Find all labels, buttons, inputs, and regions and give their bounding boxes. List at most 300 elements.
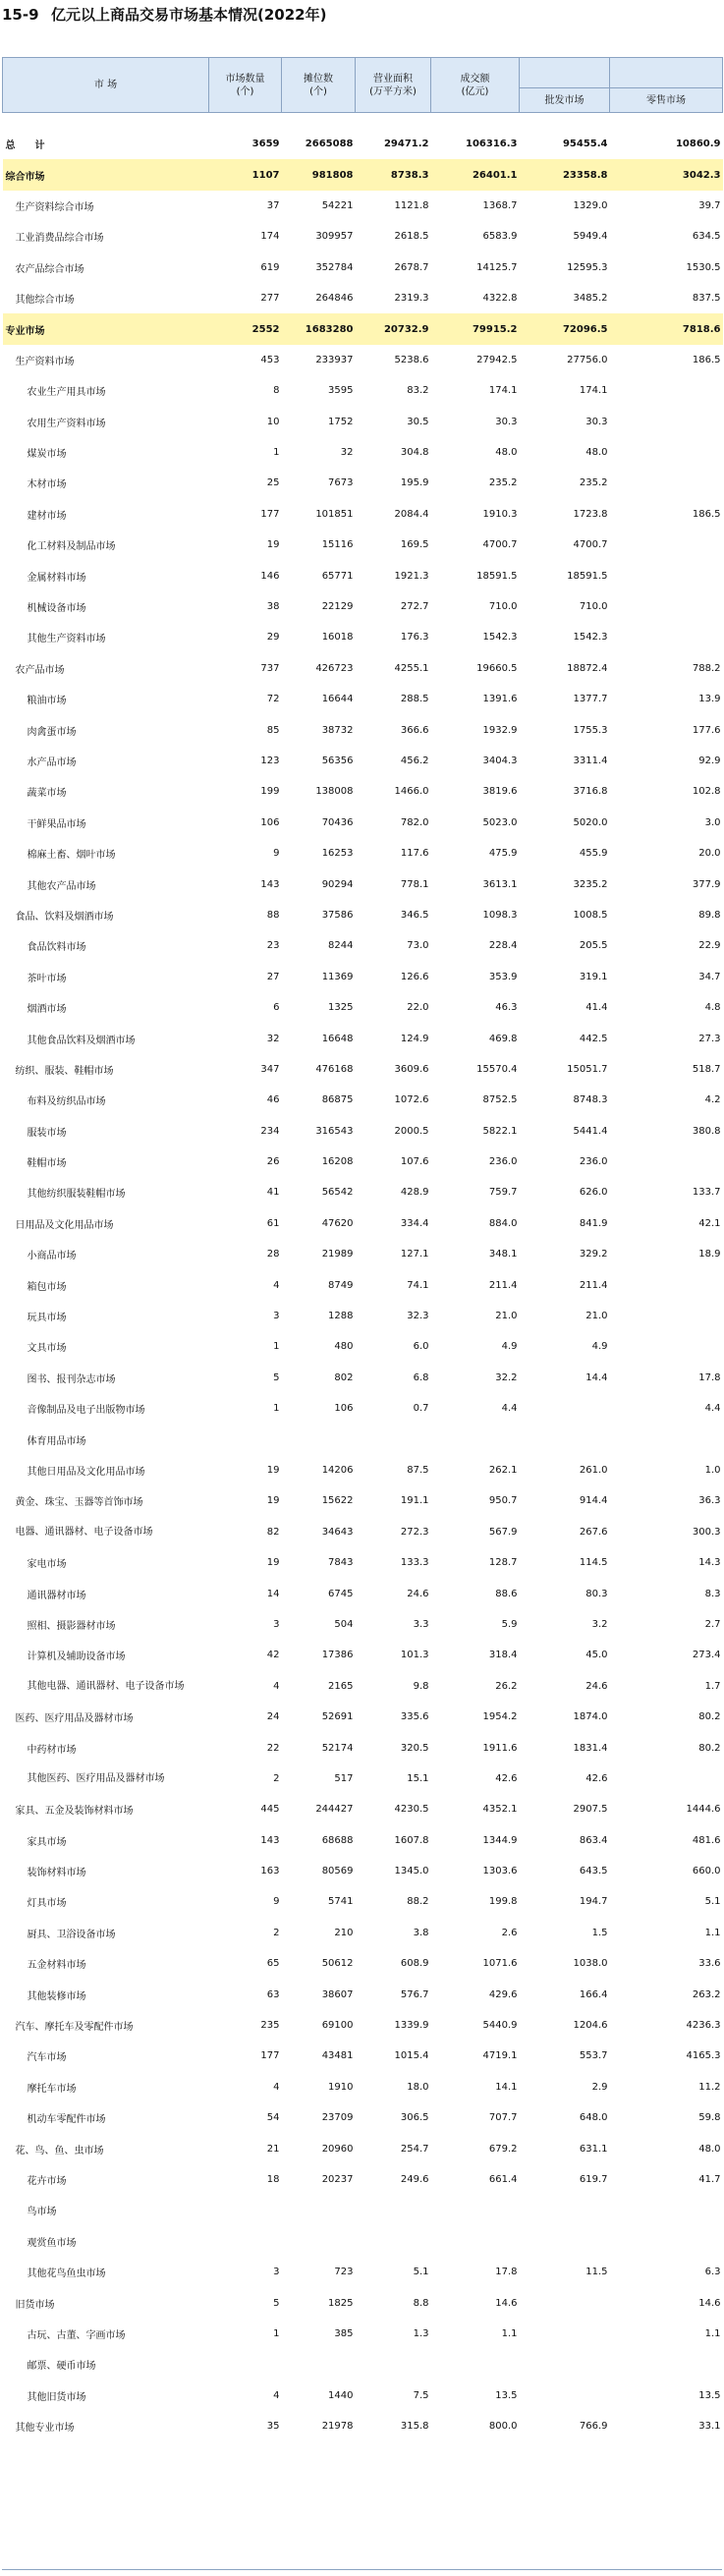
- cell-stalls: 20960: [321, 2143, 354, 2155]
- table-row: [3, 2226, 723, 2257]
- table-row: [3, 838, 723, 868]
- cell-turnover: 3613.1: [482, 878, 518, 890]
- cell-stalls: [282, 2226, 356, 2257]
- cell-count: [209, 2349, 282, 2380]
- row-label: 建材市场: [27, 510, 67, 522]
- cell-wholesale: 329.2: [579, 1249, 608, 1260]
- row-label: 化工材料及制品市场: [27, 541, 116, 553]
- header-area-label: 营业面积: [373, 73, 413, 84]
- cell-retail: 8.3: [704, 1588, 721, 1599]
- table-row: [3, 1147, 723, 1177]
- cell-turnover: 4352.1: [482, 1804, 518, 1816]
- cell-area: 1607.8: [394, 1834, 429, 1846]
- cell-turnover: 1071.6: [482, 1958, 518, 1970]
- cell-turnover: 318.4: [488, 1650, 518, 1661]
- row-label: 蔬菜市场: [27, 788, 67, 800]
- cell-area: 18.0: [407, 2081, 429, 2093]
- row-label: 肉禽蛋市场: [27, 726, 77, 738]
- cell-turnover: 661.4: [488, 2173, 518, 2185]
- cell-retail: 18.9: [698, 1249, 721, 1260]
- cell-wholesale: 194.7: [579, 1896, 608, 1908]
- cell-stalls: 517: [334, 1772, 354, 1784]
- cell-count: 4: [273, 2081, 280, 2093]
- cell-turnover: 128.7: [488, 1557, 518, 1569]
- cell-turnover: 27942.5: [476, 354, 518, 365]
- cell-retail: 837.5: [692, 293, 721, 305]
- cell-wholesale: 42.6: [585, 1772, 608, 1784]
- cell-count: 61: [266, 1217, 280, 1229]
- cell-count: 235: [260, 2020, 280, 2032]
- cell-area: 176.3: [400, 632, 429, 644]
- cell-wholesale: 261.0: [579, 1464, 608, 1476]
- cell-count: 8: [273, 385, 280, 397]
- row-label: 烟酒市场: [27, 1004, 67, 1016]
- row-label: 服装市场: [27, 1127, 67, 1139]
- table-row: [3, 283, 723, 313]
- table-row: [3, 530, 723, 560]
- header-blank-retail: [610, 58, 723, 88]
- cell-turnover: 1542.3: [482, 632, 518, 644]
- row-label: 黄金、珠宝、玉器等首饰市场: [15, 1497, 143, 1509]
- row-label: 汽车、摩托车及零配件市场: [15, 2022, 134, 2034]
- cell-stalls: 1910: [328, 2081, 354, 2093]
- cell-stalls: 80569: [321, 1866, 354, 1877]
- cell-turnover: 14125.7: [476, 261, 518, 273]
- cell-area: 191.1: [400, 1495, 429, 1507]
- row-label: 机械设备市场: [27, 603, 86, 615]
- table-row: [3, 2102, 723, 2133]
- cell-count: 19: [266, 539, 280, 551]
- table-row: [3, 653, 723, 684]
- cell-stalls: 309957: [315, 231, 354, 243]
- cell-stalls: 16018: [321, 632, 354, 644]
- cell-stalls: 504: [334, 1618, 354, 1630]
- table-row: [3, 622, 723, 652]
- cell-count: 18: [266, 2173, 280, 2185]
- table-row: [3, 1239, 723, 1269]
- cell-stalls: 7673: [328, 477, 354, 489]
- row-label: 农产品市场: [15, 664, 65, 676]
- cell-count: 88: [266, 909, 280, 921]
- cell-retail: 5.1: [704, 1896, 721, 1908]
- cell-count: 5: [273, 2297, 280, 2309]
- cell-stalls: 15622: [321, 1495, 354, 1507]
- cell-count: 177: [260, 2050, 280, 2062]
- table-row: [3, 684, 723, 714]
- cell-stalls: 16208: [321, 1156, 354, 1168]
- cell-count: 199: [260, 786, 280, 798]
- cell-stalls: 14206: [321, 1464, 354, 1476]
- cell-area: 1015.4: [394, 2050, 429, 2062]
- row-label: 纺织、服装、鞋帽市场: [15, 1065, 114, 1077]
- cell-retail: 1.1: [704, 1927, 721, 1938]
- cell-wholesale: 5020.0: [573, 816, 608, 828]
- cell-count: 23: [266, 940, 280, 952]
- cell-turnover: 106316.3: [465, 139, 518, 150]
- cell-wholesale: 631.1: [579, 2143, 608, 2155]
- cell-turnover: 710.0: [488, 601, 518, 613]
- cell-count: 737: [260, 662, 280, 674]
- cell-stalls: 7843: [328, 1557, 354, 1569]
- cell-wholesale: 3485.2: [573, 293, 608, 305]
- row-label: 干鲜果品市场: [27, 818, 86, 830]
- cell-count: 82: [266, 1526, 280, 1538]
- cell-count: 41: [266, 1187, 280, 1199]
- row-label: 家具、五金及装饰材料市场: [15, 1806, 134, 1818]
- cell-wholesale: 553.7: [579, 2050, 608, 2062]
- cell-area: [356, 2226, 431, 2257]
- cell-turnover: 1954.2: [482, 1711, 518, 1723]
- cell-stalls: 38732: [321, 724, 354, 736]
- cell-area: 428.9: [400, 1187, 429, 1199]
- cell-stalls: 23709: [321, 2112, 354, 2124]
- cell-area: [356, 2195, 431, 2225]
- cell-count: 453: [260, 354, 280, 365]
- cell-stalls: 90294: [321, 878, 354, 890]
- cell-stalls: 723: [334, 2267, 354, 2278]
- cell-count: [209, 1424, 282, 1454]
- cell-retail: [610, 407, 723, 437]
- table-row: [3, 1547, 723, 1578]
- row-label: 工业消费品综合市场: [15, 233, 104, 245]
- table-row: [3, 1116, 723, 1147]
- cell-turnover: [431, 1424, 520, 1454]
- cell-area: 456.2: [400, 756, 429, 766]
- cell-retail: 518.7: [692, 1063, 721, 1075]
- table-row: [3, 1824, 723, 1855]
- cell-stalls: [282, 1424, 356, 1454]
- cell-area: 0.7: [413, 1403, 429, 1415]
- cell-retail: 1530.5: [686, 261, 721, 273]
- cell-stalls: 385: [334, 2327, 354, 2339]
- cell-area: 249.6: [400, 2173, 429, 2185]
- cell-count: 123: [260, 756, 280, 766]
- cell-retail: [610, 622, 723, 652]
- row-label: 其他电器、通讯器材、电子设备市场: [27, 1680, 185, 1692]
- cell-turnover: 4.4: [501, 1403, 518, 1415]
- cell-retail: 80.2: [698, 1711, 721, 1723]
- table-row: [3, 2072, 723, 2102]
- table-row: [3, 1764, 723, 1794]
- cell-stalls: 3595: [328, 385, 354, 397]
- cell-wholesale: 626.0: [579, 1187, 608, 1199]
- cell-wholesale: 1329.0: [573, 199, 608, 211]
- cell-retail: 660.0: [692, 1866, 721, 1877]
- table-row: [3, 1424, 723, 1454]
- cell-wholesale: 45.0: [585, 1650, 608, 1661]
- cell-turnover: 13.5: [495, 2389, 518, 2401]
- cell-area: 782.0: [400, 816, 429, 828]
- cell-turnover: 18591.5: [476, 570, 518, 582]
- table-row: [3, 1702, 723, 1732]
- cell-retail: 80.2: [698, 1742, 721, 1754]
- cell-turnover: 1911.6: [482, 1742, 518, 1754]
- cell-area: 22.0: [407, 1002, 429, 1014]
- cell-turnover: 353.9: [488, 971, 518, 982]
- table-row: [3, 129, 723, 159]
- cell-count: 42: [266, 1650, 280, 1661]
- row-label: 农业生产用具市场: [27, 387, 106, 399]
- cell-wholesale: 5949.4: [573, 231, 608, 243]
- cell-stalls: 426723: [315, 662, 354, 674]
- cell-stalls: 16648: [321, 1033, 354, 1044]
- cell-area: 88.2: [407, 1896, 429, 1908]
- cell-stalls: 1288: [328, 1311, 354, 1322]
- cell-retail: 102.8: [692, 786, 721, 798]
- cell-turnover: 32.2: [495, 1372, 518, 1383]
- cell-count: 234: [260, 1125, 280, 1137]
- cell-area: 107.6: [400, 1156, 429, 1168]
- cell-stalls: 106: [334, 1403, 354, 1415]
- cell-retail: [610, 437, 723, 468]
- row-label: 观赏鱼市场: [27, 2237, 77, 2249]
- cell-area: 24.6: [407, 1588, 429, 1599]
- table-row: [3, 1023, 723, 1053]
- row-label: 煤炭市场: [27, 449, 67, 461]
- row-label: 农用生产资料市场: [27, 418, 106, 429]
- cell-count: 174: [260, 231, 280, 243]
- cell-stalls: 352784: [315, 261, 354, 273]
- table-row: [3, 930, 723, 961]
- table-row: [3, 560, 723, 590]
- cell-retail: 377.9: [692, 878, 721, 890]
- cell-retail: 17.8: [698, 1372, 721, 1383]
- cell-stalls: 5741: [328, 1896, 354, 1908]
- cell-turnover: 1391.6: [482, 694, 518, 705]
- cell-area: 315.8: [400, 2421, 429, 2433]
- cell-area: [356, 1424, 431, 1454]
- cell-wholesale: 3716.8: [573, 786, 608, 798]
- cell-count: 163: [260, 1866, 280, 1877]
- cell-count: 347: [260, 1063, 280, 1075]
- row-label: 综合市场: [3, 159, 209, 190]
- header-area: [356, 58, 431, 113]
- cell-turnover: 1368.7: [482, 199, 518, 211]
- cell-area: 83.2: [407, 385, 429, 397]
- table-row: [3, 1485, 723, 1516]
- cell-stalls: 54221: [321, 199, 354, 211]
- cell-turnover: 4719.1: [482, 2050, 518, 2062]
- cell-stalls: 15116: [321, 539, 354, 551]
- table-title: 亿元以上商品交易市场基本情况(2022年): [51, 6, 327, 24]
- cell-retail: 4.4: [704, 1403, 721, 1415]
- cell-retail: 33.1: [698, 2421, 721, 2433]
- cell-retail: 186.5: [692, 354, 721, 365]
- table-row: [3, 776, 723, 807]
- cell-retail: 3.0: [704, 816, 721, 828]
- table-row: [3, 900, 723, 930]
- row-label: 其他日用品及文化用品市场: [27, 1466, 145, 1478]
- cell-retail: 33.6: [698, 1958, 721, 1970]
- cell-retail: 13.5: [698, 2389, 721, 2401]
- cell-count: [209, 2195, 282, 2225]
- table-row: [3, 2287, 723, 2318]
- cell-retail: 481.6: [692, 1834, 721, 1846]
- cell-stalls: 981808: [282, 159, 356, 190]
- cell-wholesale: 3.2: [591, 1618, 608, 1630]
- cell-stalls: 17386: [321, 1650, 354, 1661]
- cell-area: 2678.7: [394, 261, 429, 273]
- cell-area: 6.0: [413, 1341, 429, 1353]
- row-label: 其他花鸟鱼虫市场: [27, 2268, 106, 2280]
- row-label: 照相、摄影器材市场: [27, 1620, 116, 1632]
- cell-stalls: 8749: [328, 1279, 354, 1291]
- cell-wholesale: 648.0: [579, 2112, 608, 2124]
- cell-stalls: 69100: [321, 2020, 354, 2032]
- table-row: [3, 746, 723, 776]
- cell-area: 272.7: [400, 601, 429, 613]
- market-table: [2, 57, 723, 2441]
- cell-area: 15.1: [407, 1772, 429, 1784]
- cell-turnover: 1910.3: [482, 508, 518, 520]
- cell-retail: 3042.3: [610, 159, 723, 190]
- cell-retail: 59.8: [698, 2112, 721, 2124]
- cell-turnover: 567.9: [488, 1526, 518, 1538]
- cell-stalls: 264846: [315, 293, 354, 305]
- cell-count: 4: [273, 2389, 280, 2401]
- cell-area: 74.1: [407, 1279, 429, 1291]
- cell-retail: [610, 560, 723, 590]
- cell-wholesale: 15051.7: [567, 1063, 608, 1075]
- cell-stalls: 11369: [321, 971, 354, 982]
- cell-area: 1.3: [413, 2327, 429, 2339]
- cell-retail: 36.3: [698, 1495, 721, 1507]
- cell-wholesale: 2907.5: [573, 1804, 608, 1816]
- table-row: [3, 868, 723, 899]
- cell-turnover: 174.1: [488, 385, 518, 397]
- cell-area: 87.5: [407, 1464, 429, 1476]
- cell-retail: 42.1: [698, 1217, 721, 1229]
- cell-wholesale: [520, 1424, 610, 1454]
- table-row: [3, 1393, 723, 1424]
- cell-wholesale: 1755.3: [573, 724, 608, 736]
- cell-stalls: 37586: [321, 909, 354, 921]
- row-label: 其他纺织服装鞋帽市场: [27, 1189, 126, 1201]
- row-label: 机动车零配件市场: [27, 2114, 106, 2126]
- row-label: 体育用品市场: [27, 1435, 86, 1447]
- cell-stalls: 21978: [321, 2421, 354, 2433]
- cell-turnover: 475.9: [488, 848, 518, 860]
- cell-retail: 48.0: [698, 2143, 721, 2155]
- cell-count: 1107: [209, 159, 282, 190]
- cell-retail: 27.3: [698, 1033, 721, 1044]
- cell-retail: 1.0: [704, 1464, 721, 1476]
- cell-wholesale: 2.9: [591, 2081, 608, 2093]
- cell-count: 29: [266, 632, 280, 644]
- cell-wholesale: 1542.3: [573, 632, 608, 644]
- cell-turnover: 348.1: [488, 1249, 518, 1260]
- cell-wholesale: 643.5: [579, 1866, 608, 1877]
- cell-turnover: 14.1: [495, 2081, 518, 2093]
- cell-count: 5: [273, 1372, 280, 1383]
- cell-turnover: 48.0: [495, 447, 518, 459]
- table-row: [3, 1208, 723, 1239]
- cell-wholesale: 841.9: [579, 1217, 608, 1229]
- cell-wholesale: [520, 2226, 610, 2257]
- cell-wholesale: 80.3: [585, 1588, 608, 1599]
- row-label: 装饰材料市场: [27, 1868, 86, 1879]
- cell-count: 10: [266, 416, 280, 427]
- cell-wholesale: 3235.2: [573, 878, 608, 890]
- cell-count: 54: [266, 2112, 280, 2124]
- row-label: 其他食品饮料及烟酒市场: [27, 1035, 136, 1046]
- cell-wholesale: 174.1: [579, 385, 608, 397]
- cell-area: 288.5: [400, 694, 429, 705]
- header-wholesale: 批发市场: [520, 88, 610, 113]
- cell-wholesale: 211.4: [579, 1279, 608, 1291]
- cell-count: 106: [260, 816, 280, 828]
- cell-wholesale: 95455.4: [562, 139, 608, 150]
- cell-stalls: 43481: [321, 2050, 354, 2062]
- cell-area: 2000.5: [394, 1125, 429, 1137]
- table-row: [3, 2010, 723, 2041]
- cell-stalls: 56542: [321, 1187, 354, 1199]
- row-label: 茶叶市场: [27, 973, 67, 984]
- cell-count: 1: [273, 1403, 280, 1415]
- cell-turnover: 5.9: [501, 1618, 518, 1630]
- table-row: [3, 1794, 723, 1824]
- cell-area: 320.5: [400, 1742, 429, 1754]
- table-row: [3, 1732, 723, 1763]
- row-label: 总 计: [5, 140, 45, 152]
- cell-count: 63: [266, 1988, 280, 2000]
- cell-retail: 10860.9: [675, 139, 721, 150]
- cell-area: 73.0: [407, 940, 429, 952]
- cell-retail: 39.7: [698, 199, 721, 211]
- cell-count: 619: [260, 261, 280, 273]
- cell-retail: 263.2: [692, 1988, 721, 2000]
- header-blank-wholesale: [520, 58, 610, 88]
- table-row: [3, 2319, 723, 2349]
- cell-area: 4255.1: [394, 662, 429, 674]
- table-row: [3, 1918, 723, 1948]
- cell-wholesale: 11.5: [585, 2267, 608, 2278]
- cell-turnover: 429.6: [488, 1988, 518, 2000]
- cell-area: 1072.6: [394, 1094, 429, 1106]
- row-label: 计算机及辅助设备市场: [27, 1652, 126, 1663]
- header-stalls-label: 摊位数: [304, 73, 333, 84]
- bottom-rule: [2, 2569, 722, 2570]
- cell-turnover: 19660.5: [476, 662, 518, 674]
- cell-count: 3: [273, 1311, 280, 1322]
- cell-area: 5238.6: [394, 354, 429, 365]
- row-label: 小商品市场: [27, 1251, 77, 1262]
- cell-count: 1: [273, 2327, 280, 2339]
- cell-wholesale: [520, 2319, 610, 2349]
- cell-wholesale: 235.2: [579, 477, 608, 489]
- cell-turnover: 199.8: [488, 1896, 518, 1908]
- cell-stalls: 65771: [321, 570, 354, 582]
- row-label: 电器、通讯器材、电子设备市场: [15, 1526, 153, 1538]
- table-row: [3, 252, 723, 283]
- cell-count: 25: [266, 477, 280, 489]
- cell-turnover: 800.0: [488, 2421, 518, 2433]
- cell-wholesale: 21.0: [585, 1311, 608, 1322]
- cell-wholesale: 3311.4: [573, 756, 608, 766]
- row-label: 其他综合市场: [15, 295, 75, 307]
- cell-wholesale: 24.6: [585, 1680, 608, 1692]
- cell-stalls: 1440: [328, 2389, 354, 2401]
- cell-retail: [610, 2195, 723, 2225]
- row-label: 其他专业市场: [15, 2423, 75, 2435]
- table-row: [3, 345, 723, 375]
- cell-count: 3659: [251, 139, 280, 150]
- cell-retail: 92.9: [698, 756, 721, 766]
- cell-stalls: 86875: [321, 1094, 354, 1106]
- row-label: 医药、医疗用品及器材市场: [15, 1713, 134, 1725]
- cell-retail: [610, 530, 723, 560]
- cell-turnover: 3404.3: [482, 756, 518, 766]
